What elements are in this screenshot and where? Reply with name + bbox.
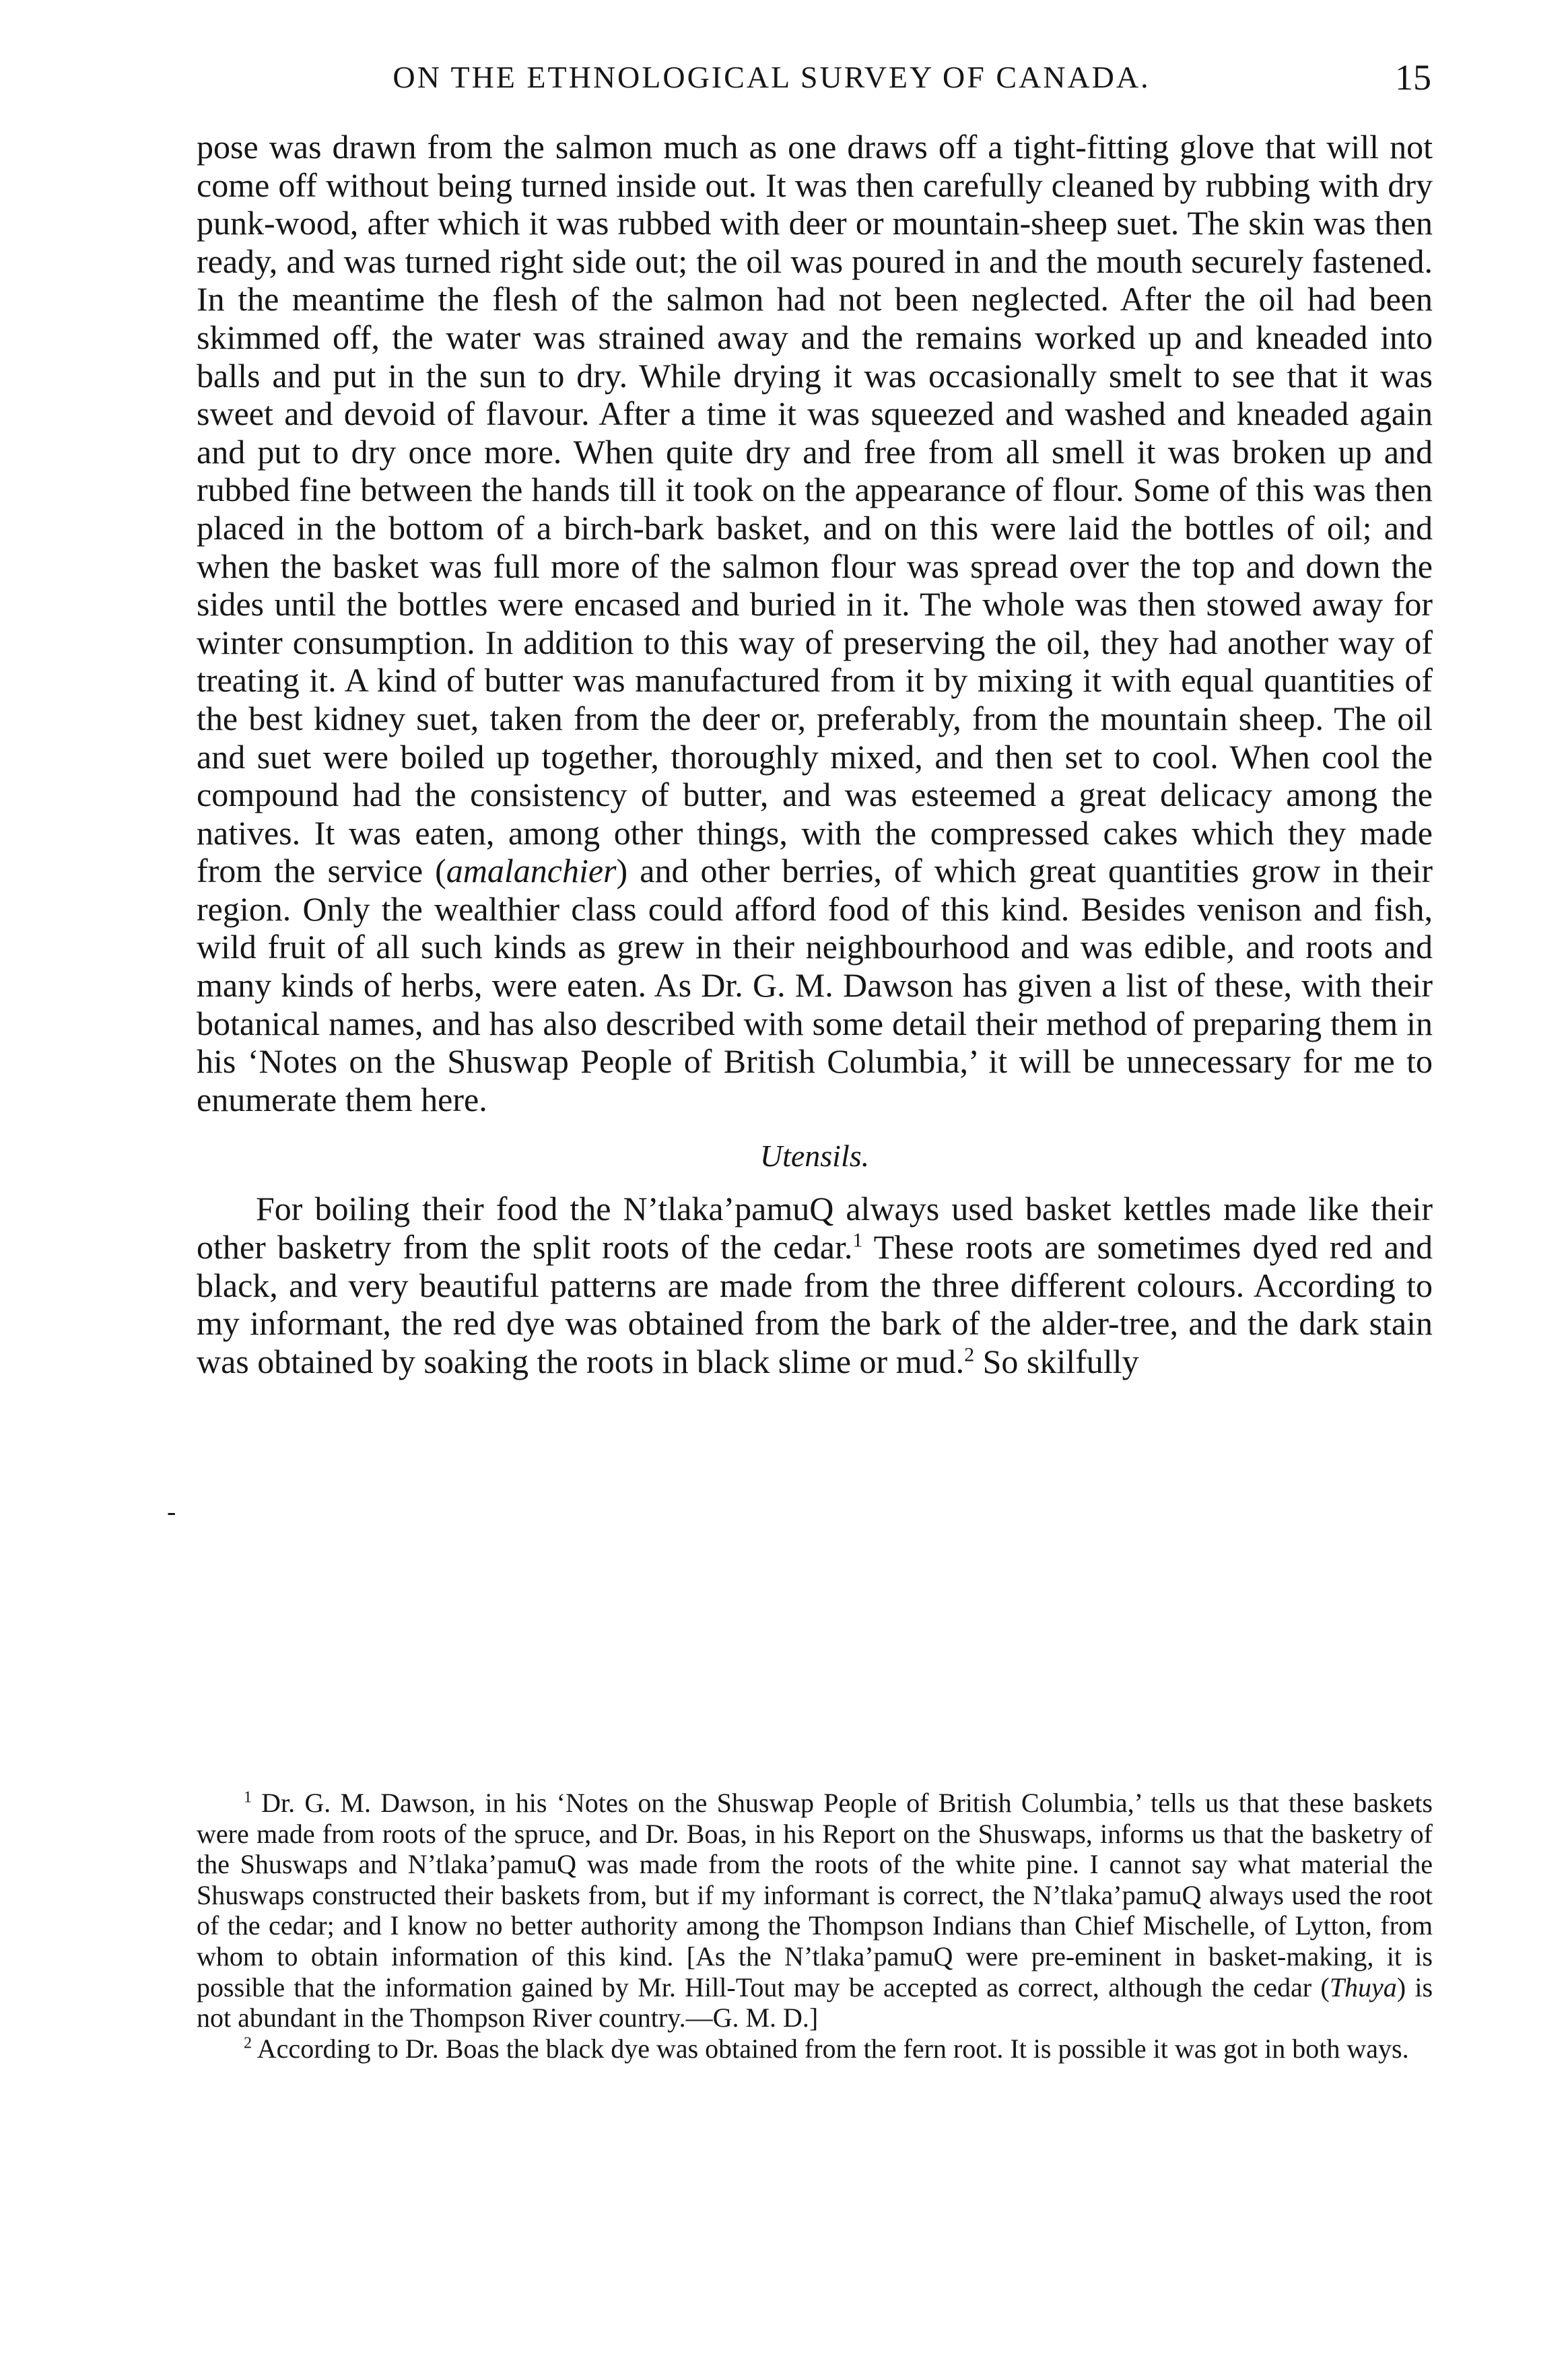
paragraph-basket-kettles — [197, 1190, 1433, 1380]
paragraph-salmon-preservation — [197, 128, 1433, 1118]
page-number: 15 — [1395, 57, 1431, 98]
footnote-text: ) is not abundant in the Thompson River country.—G. M. D.] — [197, 1972, 1433, 2033]
footnote-marker-2: 2 — [244, 2034, 252, 2052]
footnote-text: According to Dr. Boas the black dye was obtained from the fern root. It is possible it was got in both ways. — [252, 2033, 1409, 2064]
body-text — [197, 128, 1433, 1380]
paragraph-text: So skilfully — [974, 1342, 1139, 1380]
paragraph-text: These roots are sometimes dyed red and black, and very beautiful patterns are made from the three different colours. According to my informant, the red dye was obtained from the bark of the alder-tree, and the dark stain was obtained by soaking the roots in black slime or mud. — [197, 1228, 1433, 1380]
margin-mark: - — [167, 1496, 176, 1526]
running-head — [199, 54, 1431, 101]
paragraph-text: ) and other berries, of which great quantities grow in their region. Only the wealthier class could afford food of this kind. Besides venison and fish, wild fruit of all such kinds as grew in their neighbourhood and was edible, and roots and many kinds of herbs, were eaten. As Dr. G. M. Dawson has given a list of these, with their botanical names, and has also described with some detail their method of preparing them in his ‘Notes on the Shuswap People of British Columbia,’ it will be unnecessary for me to enumerate them here. — [197, 852, 1433, 1118]
footnote-2 — [197, 2033, 1433, 2064]
paragraph-text: pose was drawn from the salmon much as one draws off a tight-fitting glove that will not come off without being turned inside out. It was then carefully cleaned by rubbing with dry punk-wood, after which it was rubbed with deer or mountain-sheep suet. The skin was then ready, and was turned right side out; the oil was poured in and the mouth securely fastened. In the meantime the flesh of the salmon had not been neglected. After the oil had been skimmed off, the water was strained away and the remains worked up and kneaded into balls and put in the sun to dry. While drying it was occasionally smelt to see that it was sweet and devoid of flavour. After a time it was squeezed and washed and kneaded again and put to dry once more. When quite dry and free from all smell it was broken up and rubbed fine between the hands till it took on the appearance of flour. Some of this was then placed in the bottom of a birch-bark basket, and on this were laid the bottles of oil; and when the basket was full more of the salmon flour was spread over the top and down the sides until the bottles were encased and buried in it. The whole was then stowed away for winter consumption. In addition to this way of preserving the oil, they had another way of treating it. A kind of butter was manufactured from it by mixing it with equal quantities of the best kidney suet, taken from the deer or, preferably, from the mountain sheep. The oil and suet were boiled up together, thoroughly mixed, and then set to cool. When cool the compound had the consistency of butter, and was esteemed a great delicacy among the natives. It was eaten, among other things, with the compressed cakes which they made from the service ( — [197, 128, 1433, 890]
paragraph-text: For boiling their food the N’tlaka’pamuQ always used basket kettles made like their other basketry from the split roots of the cedar. — [197, 1190, 1433, 1267]
footnote-text: Dr. G. M. Dawson, in his ‘Notes on the Shuswap People of British Columbia,’ tells us that these baskets were made from roots of the spruce, and Dr. Boas, in his Report on the Shuswaps, informs us that the basketry of the Shuswaps and N’tlaka’pamuQ was made from the roots of the white pine. I cannot say what material the Shuswaps constructed their baskets from, but if my informant is correct, the N’tlaka’pamuQ always used the root of the cedar; and I know no better authority among the Thompson Indians than Chief Mischelle, of Lytton, from whom to obtain information of this kind. [As the N’tlaka’pamuQ were pre-eminent in basket-making, it is possible that the information gained by Mr. Hill-Tout may be accepted as correct, although the cedar ( — [197, 1788, 1433, 2002]
italic-term-thuya: Thuya — [1329, 1972, 1397, 2002]
footnote-1 — [197, 1788, 1433, 2033]
footnotes — [197, 1788, 1433, 2064]
section-heading-utensils: Utensils. — [759, 1139, 870, 1174]
running-title: ON THE ETHNOLOGICAL SURVEY OF CANADA. — [393, 60, 1151, 94]
footnote-marker-1: 1 — [244, 1788, 252, 1807]
footnote-reference-1: 1 — [852, 1229, 863, 1252]
footnote-reference-2: 2 — [964, 1343, 975, 1366]
italic-term-amalanchier: amalanchier — [446, 852, 617, 890]
